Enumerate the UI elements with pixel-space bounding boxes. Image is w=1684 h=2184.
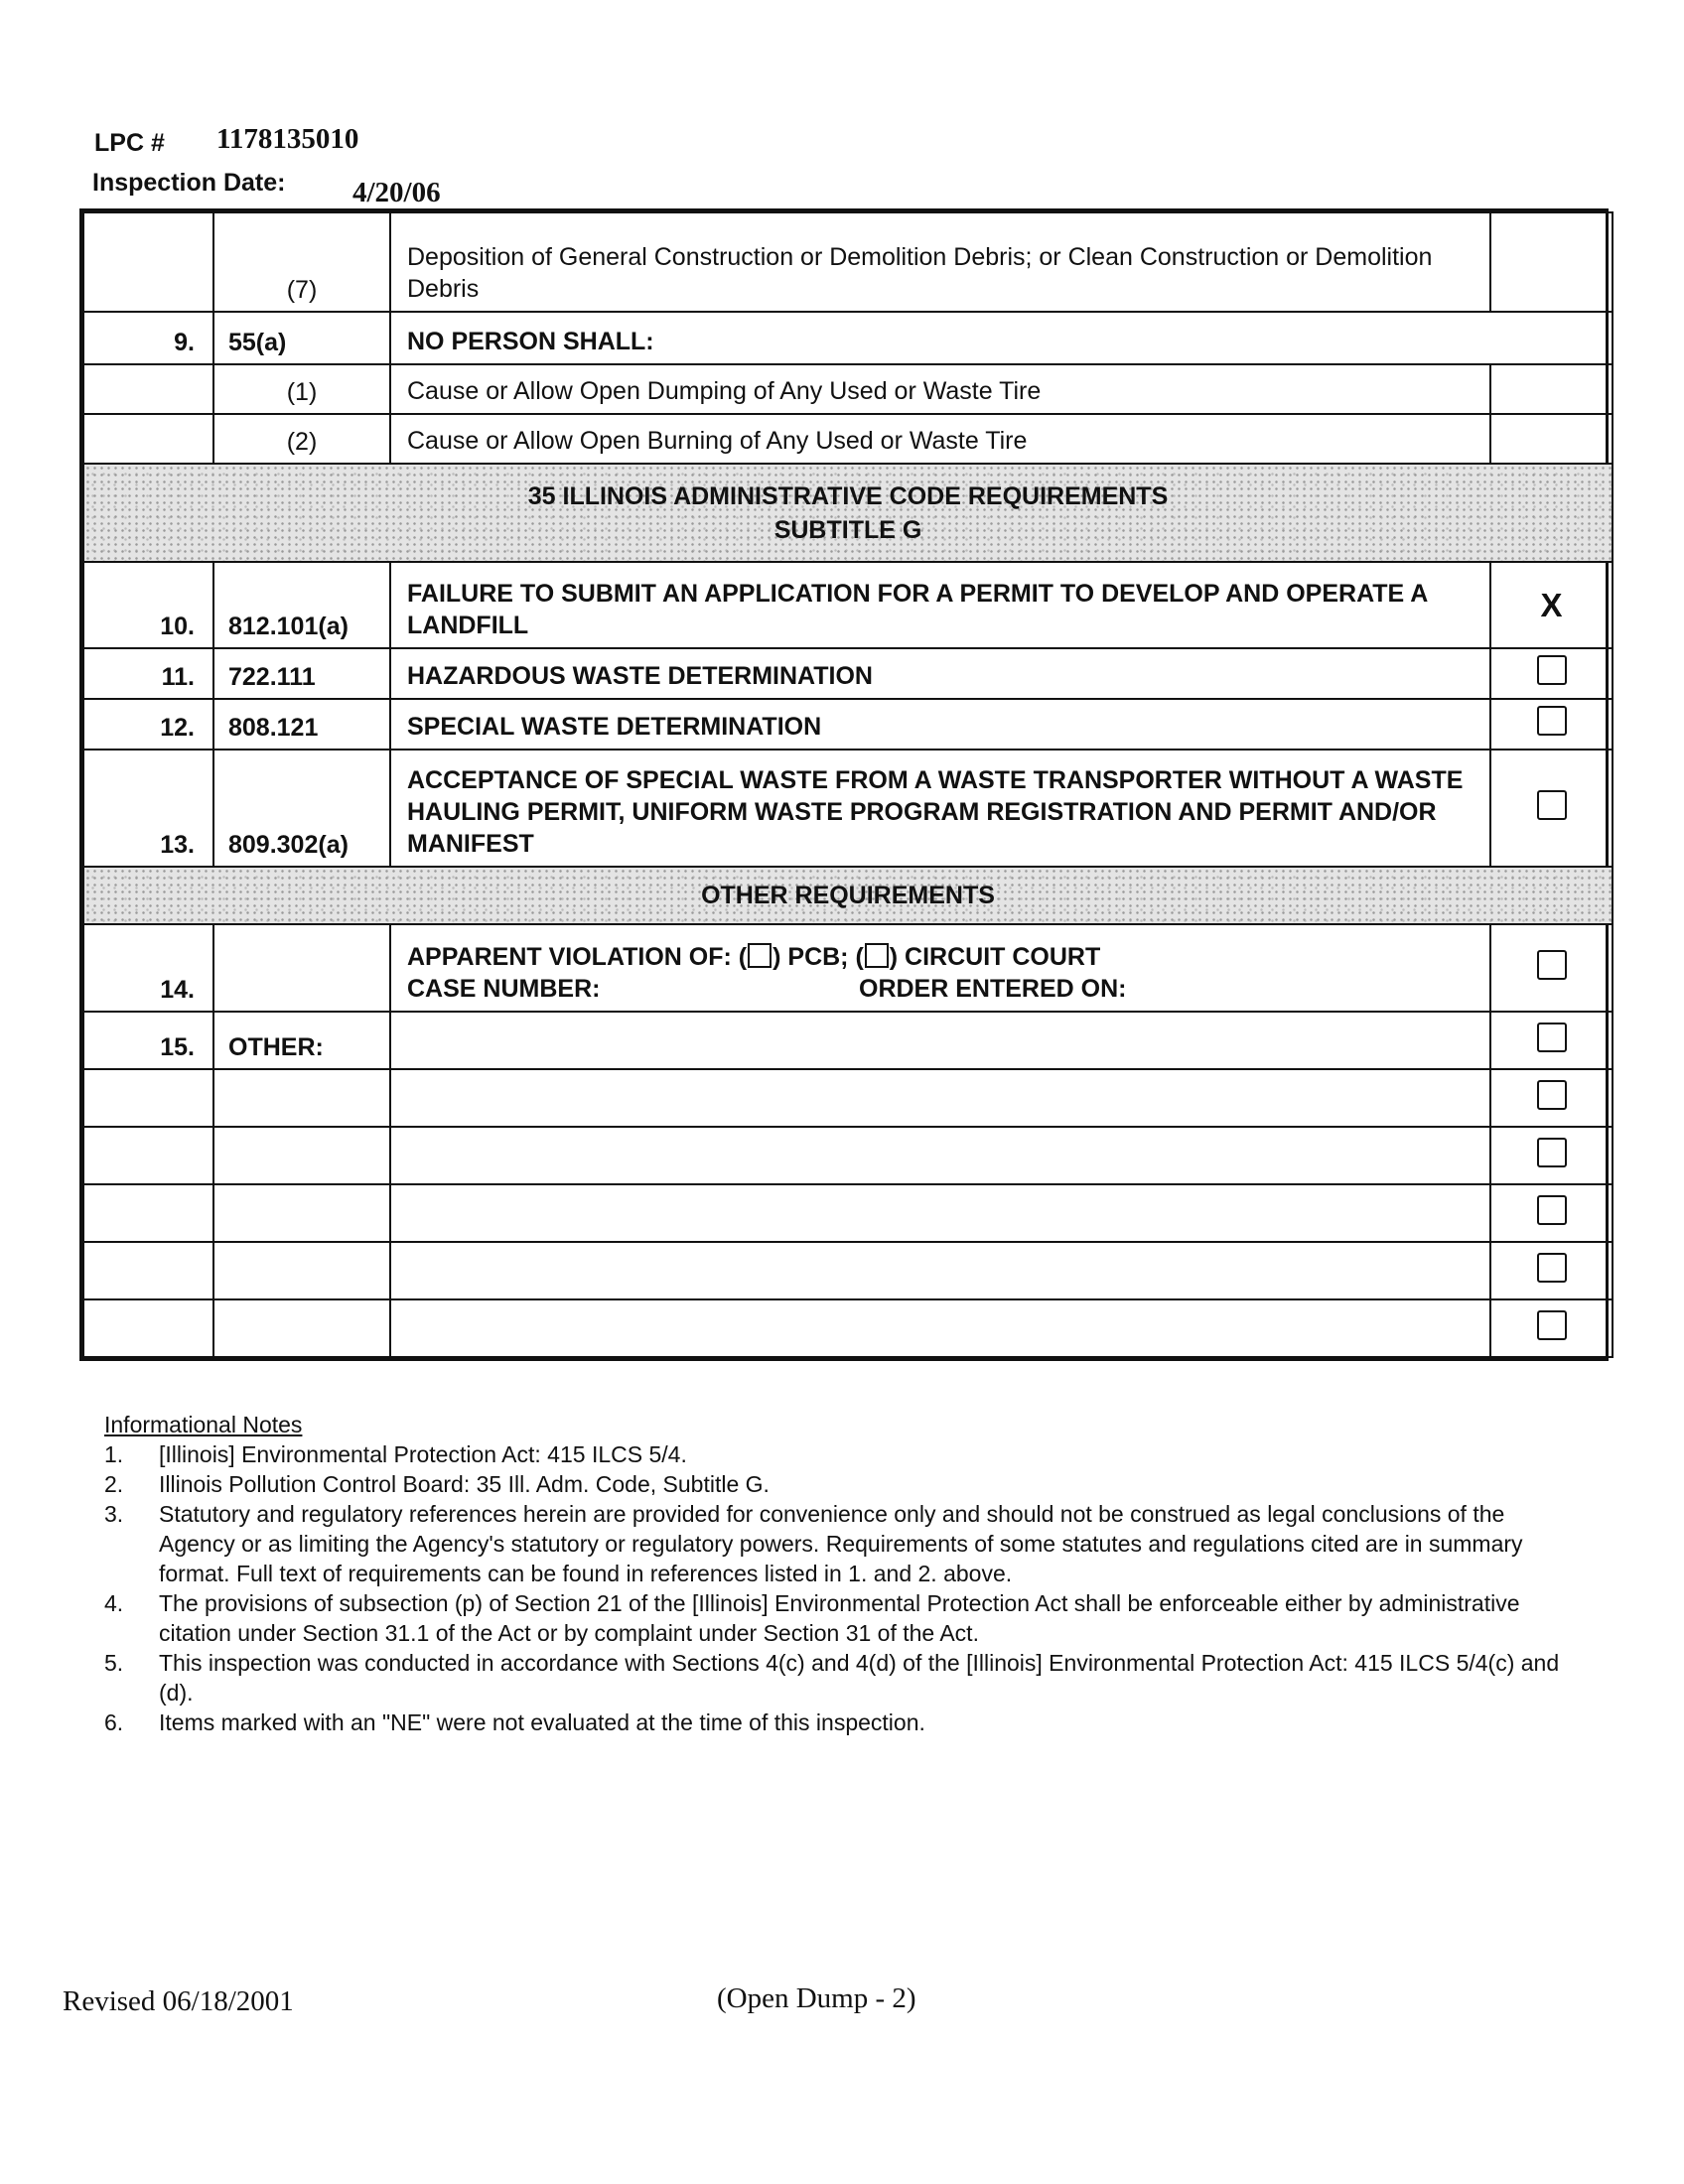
note-number: 3. (104, 1501, 124, 1527)
section-subtitle: SUBTITLE G (773, 515, 922, 544)
checkbox[interactable] (1537, 1253, 1567, 1283)
note-text: Illinois Pollution Control Board: 35 Ill. Adm. Code, Subtitle G. (159, 1471, 770, 1497)
requirement-text: Cause or Allow Open Burning of Any Used or Waste Tire (390, 414, 1490, 464)
blank-cell (213, 1299, 390, 1357)
blank-cell (83, 1069, 213, 1127)
checkbox[interactable] (1537, 790, 1567, 820)
note-item (104, 1439, 1564, 1469)
requirement-text (390, 924, 1490, 1012)
lpc-number: 1178135010 (216, 123, 359, 155)
check-cell (1490, 924, 1613, 1012)
note-item (104, 1499, 1564, 1588)
check-cell (1490, 1127, 1613, 1184)
blank-entry-cell[interactable] (390, 1069, 1490, 1127)
note-text: This inspection was conducted in accordance with Sections 4(c) and 4(d) of the [Illinois] Environmental Protection Act: 415 ILCS 5/4(c) and (d). (159, 1650, 1560, 1706)
section-title: OTHER REQUIREMENTS (701, 882, 995, 909)
citation-cell (213, 924, 390, 1012)
blank-cell (213, 1184, 390, 1242)
informational-notes (104, 1410, 1564, 1737)
blank-row (83, 1299, 1613, 1357)
blank-cell (83, 1127, 213, 1184)
note-number: 6. (104, 1709, 124, 1735)
row-14 (83, 924, 1613, 1012)
row-number-cell (83, 364, 213, 414)
check-cell (1490, 414, 1613, 464)
section-banner (83, 464, 1613, 562)
checkbox[interactable] (1537, 655, 1567, 685)
checkbox[interactable] (1537, 1195, 1567, 1225)
blank-cell (213, 1069, 390, 1127)
circuit-court-label: ) CIRCUIT COURT (889, 943, 1101, 971)
item-number: 14. (83, 924, 213, 1012)
notes-title: Informational Notes (104, 1412, 303, 1437)
checkbox[interactable] (1537, 1080, 1567, 1110)
requirement-text: ACCEPTANCE OF SPECIAL WASTE FROM A WASTE TRANSPORTER WITHOUT A WASTE HAULING PERMIT, UNIFORM WASTE PROGRAM REGISTRATION AND PERMIT AND/OR MANIFEST (390, 750, 1490, 867)
check-cell (1490, 1012, 1613, 1069)
row-9-1 (83, 364, 1613, 414)
section-header-35-iac (83, 464, 1613, 562)
citation: 808.121 (213, 699, 390, 750)
requirement-text: Cause or Allow Open Dumping of Any Used or Waste Tire (390, 364, 1490, 414)
item-number: 15. (83, 1012, 213, 1069)
requirement-text: FAILURE TO SUBMIT AN APPLICATION FOR A PERMIT TO DEVELOP AND OPERATE A LANDFILL (390, 562, 1490, 648)
citation: 812.101(a) (213, 562, 390, 648)
row-number-cell (83, 414, 213, 464)
check-cell (1490, 1184, 1613, 1242)
blank-entry-cell[interactable] (390, 1242, 1490, 1299)
row-10 (83, 562, 1613, 648)
blank-cell (83, 1299, 213, 1357)
check-cell (1490, 364, 1613, 414)
blank-cell (213, 1127, 390, 1184)
checkbox[interactable] (1537, 1138, 1567, 1167)
checklist-table (79, 208, 1609, 1361)
row-9-2 (83, 414, 1613, 464)
blank-entry-cell[interactable] (390, 1184, 1490, 1242)
checkbox[interactable] (1537, 706, 1567, 736)
item-number: 12. (83, 699, 213, 750)
check-cell (1490, 1069, 1613, 1127)
checkbox[interactable] (1537, 1310, 1567, 1340)
check-cell (1490, 699, 1613, 750)
blank-entry-cell[interactable] (390, 1299, 1490, 1357)
citation: OTHER: (213, 1012, 390, 1069)
item-number: 10. (83, 562, 213, 648)
inspection-date: 4/20/06 (352, 177, 441, 208)
page-label: (Open Dump - 2) (717, 1982, 916, 2014)
section-banner (83, 867, 1613, 924)
order-entered-label: ORDER ENTERED ON: (859, 975, 1127, 1003)
violation-label: APPARENT VIOLATION OF: ( (407, 943, 748, 971)
blank-cell (213, 1242, 390, 1299)
citation: (2) (213, 414, 390, 464)
requirement-text: NO PERSON SHALL: (390, 312, 1613, 364)
blank-row (83, 1069, 1613, 1127)
row-15 (83, 1012, 1613, 1069)
citation: (7) (213, 212, 390, 312)
case-line (407, 973, 1475, 1005)
row-12 (83, 699, 1613, 750)
blank-cell (83, 1242, 213, 1299)
violation-line (407, 941, 1475, 973)
note-item (104, 1588, 1564, 1648)
item-number: 11. (83, 648, 213, 699)
pcb-checkbox[interactable] (748, 943, 772, 968)
requirement-text: Deposition of General Construction or Demolition Debris; or Clean Construction or Demolition Debris (390, 212, 1490, 312)
citation: 55(a) (213, 312, 390, 364)
row-9 (83, 312, 1613, 364)
lpc-label: LPC # (94, 129, 165, 157)
checkbox[interactable] (1537, 1023, 1567, 1052)
note-text: Items marked with an "NE" were not evaluated at the time of this inspection. (159, 1709, 925, 1735)
note-text: Statutory and regulatory references herein are provided for convenience only and should not be construed as legal conclusions of the Agency or as limiting the Agency's statutory or regulatory powers. Requirements of some statutes and regulations cited are in summary format. Full text of requirements can be found in references listed in 1. and 2. above. (159, 1501, 1523, 1586)
blank-entry-cell[interactable] (390, 1127, 1490, 1184)
note-item (104, 1648, 1564, 1707)
note-text: [Illinois] Environmental Protection Act: 415 ILCS 5/4. (159, 1441, 687, 1467)
note-number: 4. (104, 1590, 124, 1616)
requirement-text: SPECIAL WASTE DETERMINATION (390, 699, 1490, 750)
citation: 809.302(a) (213, 750, 390, 867)
row-13 (83, 750, 1613, 867)
citation: 722.111 (213, 648, 390, 699)
blank-row (83, 1184, 1613, 1242)
note-item (104, 1469, 1564, 1499)
note-text: The provisions of subsection (p) of Section 21 of the [Illinois] Environmental Protection Act shall be enforceable either by administrative citation under Section 31.1 of the Act or by complaint under Section 31 of the Act. (159, 1590, 1520, 1646)
pcb-label: ) PCB; ( (772, 943, 864, 971)
circuit-court-checkbox[interactable] (865, 943, 889, 968)
note-item (104, 1707, 1564, 1737)
check-cell (1490, 750, 1613, 867)
note-number: 5. (104, 1650, 124, 1676)
check-cell (1490, 648, 1613, 699)
requirement-text[interactable] (390, 1012, 1490, 1069)
revised-date: Revised 06/18/2001 (63, 1985, 294, 2017)
section-title: 35 ILLINOIS ADMINISTRATIVE CODE REQUIREMENTS (527, 481, 1169, 510)
checkbox[interactable] (1537, 950, 1567, 980)
blank-row (83, 1242, 1613, 1299)
case-number-label: CASE NUMBER: (407, 975, 601, 1003)
requirement-text: HAZARDOUS WASTE DETERMINATION (390, 648, 1490, 699)
check-cell (1490, 1299, 1613, 1357)
note-number: 2. (104, 1471, 124, 1497)
item-number: 13. (83, 750, 213, 867)
blank-row (83, 1127, 1613, 1184)
item-number: 9. (83, 312, 213, 364)
section-header-other (83, 867, 1613, 924)
check-cell (1490, 212, 1613, 312)
note-number: 1. (104, 1441, 124, 1467)
citation: (1) (213, 364, 390, 414)
blank-cell (83, 1184, 213, 1242)
inspection-date-label: Inspection Date: (92, 169, 286, 197)
check-cell (1490, 1242, 1613, 1299)
row-11 (83, 648, 1613, 699)
check-cell (1490, 562, 1613, 648)
row-number-cell (83, 212, 213, 312)
row-7 (83, 212, 1613, 312)
violation-x-mark: X (1540, 586, 1563, 623)
